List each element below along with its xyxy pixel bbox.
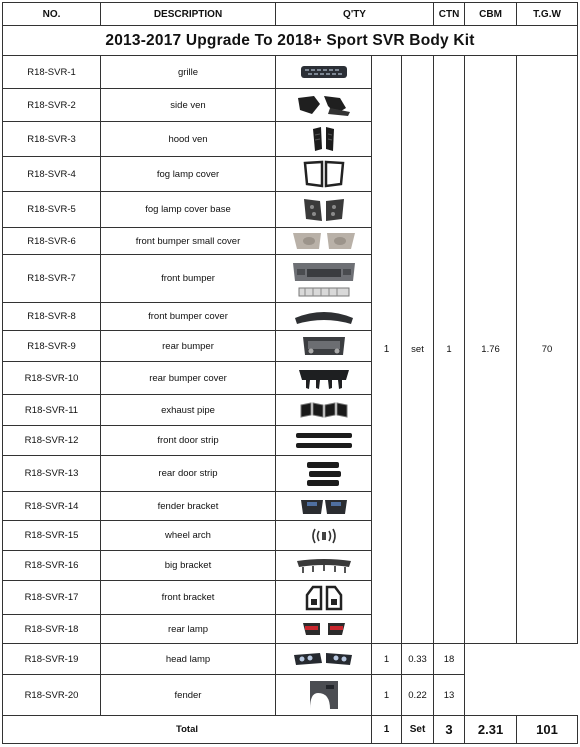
- total-ctn: 3: [434, 716, 465, 744]
- part-description: rear lamp: [101, 615, 276, 644]
- grille-icon: [276, 56, 372, 89]
- title-row: [3, 26, 578, 56]
- part-number: R18-SVR-1: [3, 56, 101, 89]
- side-vent-icon: [276, 89, 372, 122]
- rear-bumper-icon: [276, 331, 372, 362]
- part-number: R18-SVR-10: [3, 362, 101, 395]
- ctn-value: 1: [372, 644, 402, 675]
- table-row: [3, 644, 578, 675]
- qty-unit: set: [402, 56, 434, 644]
- part-number: R18-SVR-6: [3, 228, 101, 255]
- fog-lamp-base-icon: [276, 192, 372, 228]
- total-qty: 1: [372, 716, 402, 744]
- hood-vent-icon: [276, 122, 372, 157]
- fender-icon: [276, 675, 372, 716]
- tgw-value: 13: [434, 675, 465, 716]
- front-bumper-icon: [276, 255, 372, 303]
- ctn-value: 1: [372, 675, 402, 716]
- part-number: R18-SVR-16: [3, 551, 101, 581]
- wheel-arch-icon: [276, 521, 372, 551]
- header-row: [3, 3, 578, 26]
- rear-door-strip-icon: [276, 456, 372, 492]
- fender-bracket-icon: [276, 492, 372, 521]
- part-description: grille: [101, 56, 276, 89]
- part-number: R18-SVR-2: [3, 89, 101, 122]
- total-unit: Set: [402, 716, 434, 744]
- part-number: R18-SVR-12: [3, 426, 101, 456]
- diffuser-icon: [276, 362, 372, 395]
- total-label: Total: [3, 716, 372, 744]
- packing-list-sheet: [2, 2, 578, 744]
- tgw-value: 70: [517, 56, 578, 644]
- part-description: hood ven: [101, 122, 276, 157]
- part-description: front door strip: [101, 426, 276, 456]
- cbm-value: 1.76: [465, 56, 517, 644]
- part-description: front bracket: [101, 581, 276, 615]
- head-lamp-icon: [276, 644, 372, 675]
- cbm-value: 0.22: [402, 675, 434, 716]
- header-description: DESCRIPTION: [101, 3, 276, 26]
- big-bracket-icon: [276, 551, 372, 581]
- header-tgw: T.G.W: [517, 3, 578, 26]
- part-description: rear bumper: [101, 331, 276, 362]
- part-description: big bracket: [101, 551, 276, 581]
- part-description: wheel arch: [101, 521, 276, 551]
- part-description: fog lamp cover base: [101, 192, 276, 228]
- fog-lamp-cover-icon: [276, 157, 372, 192]
- part-description: fender: [101, 675, 276, 716]
- part-description: head lamp: [101, 644, 276, 675]
- qty-value: 1: [372, 56, 402, 644]
- part-number: R18-SVR-5: [3, 192, 101, 228]
- part-description: fender bracket: [101, 492, 276, 521]
- ctn-value: 1: [434, 56, 465, 644]
- total-row: [3, 716, 578, 744]
- tgw-value: 18: [434, 644, 465, 675]
- total-tgw: 101: [517, 716, 578, 744]
- front-bracket-icon: [276, 581, 372, 615]
- header-ctn: CTN: [434, 3, 465, 26]
- bumper-cover-icon: [276, 303, 372, 331]
- part-number: R18-SVR-18: [3, 615, 101, 644]
- part-description: front bumper small cover: [101, 228, 276, 255]
- cbm-value: 0.33: [402, 644, 434, 675]
- header-no: NO.: [3, 3, 101, 26]
- part-number: R18-SVR-17: [3, 581, 101, 615]
- part-number: R18-SVR-19: [3, 644, 101, 675]
- door-strip-icon: [276, 426, 372, 456]
- header-cbm: CBM: [465, 3, 517, 26]
- part-number: R18-SVR-4: [3, 157, 101, 192]
- part-number: R18-SVR-20: [3, 675, 101, 716]
- total-cbm: 2.31: [465, 716, 517, 744]
- part-number: R18-SVR-3: [3, 122, 101, 157]
- part-number: R18-SVR-8: [3, 303, 101, 331]
- part-description: front bumper: [101, 255, 276, 303]
- part-description: rear bumper cover: [101, 362, 276, 395]
- table-row: [3, 56, 578, 89]
- part-number: R18-SVR-9: [3, 331, 101, 362]
- table-row: [3, 675, 578, 716]
- part-description: rear door strip: [101, 456, 276, 492]
- kit-title: 2013-2017 Upgrade To 2018+ Sport SVR Body Kit: [3, 26, 578, 56]
- part-description: side ven: [101, 89, 276, 122]
- part-number: R18-SVR-13: [3, 456, 101, 492]
- header-qty: Q'TY: [276, 3, 434, 26]
- part-number: R18-SVR-15: [3, 521, 101, 551]
- small-cover-icon: [276, 228, 372, 255]
- part-description: exhaust pipe: [101, 395, 276, 426]
- part-number: R18-SVR-11: [3, 395, 101, 426]
- part-description: front bumper cover: [101, 303, 276, 331]
- rear-lamp-icon: [276, 615, 372, 644]
- part-description: fog lamp cover: [101, 157, 276, 192]
- exhaust-pipe-icon: [276, 395, 372, 426]
- part-number: R18-SVR-7: [3, 255, 101, 303]
- packing-list-table: [2, 2, 578, 744]
- part-number: R18-SVR-14: [3, 492, 101, 521]
